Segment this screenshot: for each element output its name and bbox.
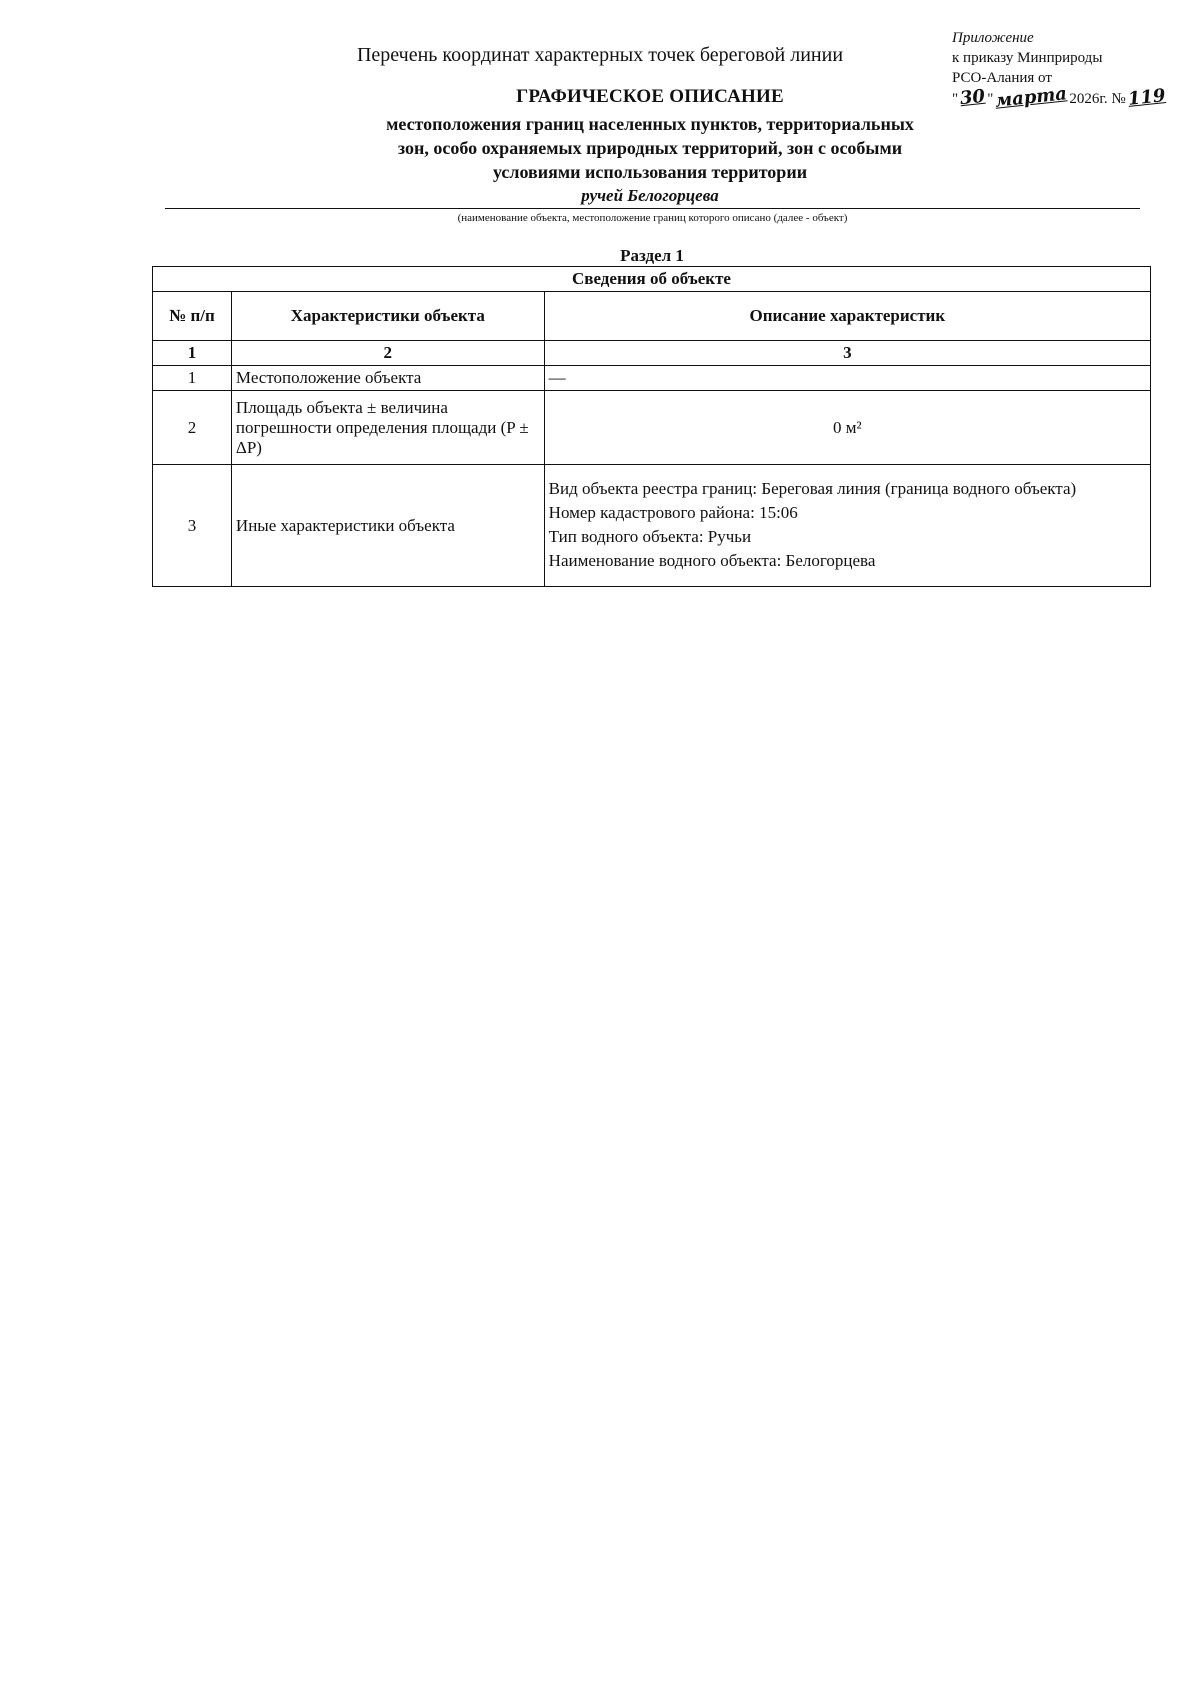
row-num: 1: [153, 366, 232, 391]
row-num: 2: [153, 391, 232, 465]
row-characteristic: Площадь объекта ± величина погрешности определения площади (P ± ΔP): [231, 391, 544, 465]
handwritten-order-number: 119: [1126, 85, 1167, 110]
main-title: ГРАФИЧЕСКОЕ ОПИСАНИЕ: [516, 86, 784, 107]
row-characteristic: Иные характеристики объекта: [231, 465, 544, 587]
document-header: [300, 44, 900, 67]
column-number-1: 1: [153, 341, 232, 366]
header-num: № п/п: [153, 292, 232, 341]
section-title: Раздел 1: [620, 246, 684, 265]
row-description: 0 м²: [544, 391, 1150, 465]
date-close-quote: ": [987, 91, 994, 107]
table-row: [153, 391, 1151, 465]
column-number-2: 2: [231, 341, 544, 366]
title-block: [300, 86, 1000, 206]
appendix-line-2: РСО-Алания от: [952, 70, 1052, 86]
object-info-table: [152, 266, 1151, 587]
appendix-line-1: к приказу Минприроды: [952, 50, 1103, 66]
row-description: [544, 465, 1150, 587]
subtitle-line-2: зон, особо охраняемых природных территорий, зон с особыми: [397, 138, 903, 158]
table-caption: Сведения об объекте: [153, 267, 1151, 292]
description-line: Наименование водного объекта: Белогорцева: [548, 550, 876, 570]
subtitle-line-1: местоположения границ населенных пунктов, территориальных: [386, 114, 914, 134]
column-number-3: 3: [544, 341, 1150, 366]
table-caption-row: [153, 267, 1151, 292]
row-num: 3: [153, 465, 232, 587]
object-caption: (наименование объекта, местоположение границ которого описано (далее - объект): [457, 212, 848, 224]
header-description: Описание характеристик: [544, 292, 1150, 341]
object-name-underline: [165, 208, 1140, 209]
table-row: [153, 366, 1151, 391]
date-open-quote: ": [952, 91, 959, 107]
description-line: Номер кадастрового района: 15:06: [548, 502, 798, 522]
column-numbers-row: [153, 341, 1151, 366]
handwritten-day: 30: [959, 85, 987, 110]
row-description: —: [544, 366, 1150, 391]
table-row: [153, 465, 1151, 587]
description-line: Тип водного объекта: Ручьи: [548, 526, 752, 546]
object-name: ручей Белогорцева: [581, 186, 719, 205]
row-characteristic: Местоположение объекта: [231, 366, 544, 391]
appendix-title: Приложение: [952, 30, 1034, 46]
handwritten-month: марта: [994, 83, 1069, 112]
date-year-suffix: 2026г. №: [1069, 91, 1126, 107]
table-header-row: [153, 292, 1151, 341]
header-characteristics: Характеристики объекта: [231, 292, 544, 341]
subtitle-line-3: условиями использования территории: [492, 162, 808, 182]
description-line: Вид объекта реестра границ: Береговая линия (граница водного объекта): [548, 478, 1077, 498]
list-title: Перечень координат характерных точек береговой линии: [356, 44, 844, 66]
